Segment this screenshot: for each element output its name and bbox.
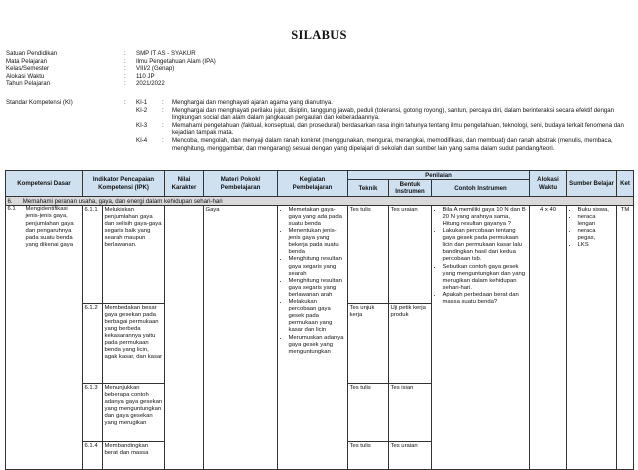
kd-cell: [6, 206, 83, 470]
bentuk-cell: Tes uraian: [389, 206, 432, 304]
kd-num: 6.1: [7, 206, 16, 213]
ki-row: KI-4 : Mencoba, mengolah, dan menyaji dalam ranah konkret (menggunakan, mengurai, merangkai, memodifikasi, dan membuat) dan ranah abstrak (menulis, membaca, menghitung, menggambar, dan mengarang) sesuai dengan yang dipelajari di sekolah dan sumber lain yang sama dalam sudut pandang/teori.: [6, 137, 634, 152]
bentuk-cell: Tes isian: [389, 384, 432, 442]
meta-row: Kelas/Semester : VIII/2 (Genap): [6, 65, 634, 73]
ipk-num: 6.1.4: [83, 442, 103, 470]
meta-row: Alokasi Waktu : 110 JP: [6, 73, 634, 81]
meta-label: Kelas/Semester: [6, 65, 50, 73]
meta-value: 2021/2022: [136, 80, 165, 88]
ki-code: KI-3: [136, 121, 148, 129]
header-contoh: Contoh Instrumen: [432, 180, 530, 197]
sumber-list: [569, 207, 615, 250]
ipk-text: Melukiskan penjumlahan gaya dan selisih gaya-gaya segaris baik yang searah maupun berlawanan.: [103, 206, 165, 304]
list-item: • Apakah perbedaan berat dan massa suatu benda?: [443, 292, 528, 306]
page-title: SILABUS: [291, 28, 347, 42]
alokasi-cell: 4 x 40: [530, 206, 567, 470]
ki-text: Menghargai dan menghayati ajaran agama yang dianutnya.: [172, 99, 333, 106]
materi-cell: Gaya: [204, 206, 278, 470]
ipk-num: 6.1.3: [83, 384, 103, 442]
teknik-cell: Tes tulis: [348, 384, 389, 442]
header-bentuk: Bentuk Instrumen: [389, 180, 432, 197]
syllabus-table: [5, 170, 634, 470]
ipk-num: 6.1.1: [83, 206, 103, 304]
header-alokasi: Alokasi Waktu: [530, 171, 567, 197]
teknik-cell: Tes tulis: [348, 442, 389, 470]
table-row: [6, 206, 634, 304]
meta-value: 110 JP: [136, 72, 155, 80]
bentuk-cell: Tes uraian: [389, 442, 432, 470]
meta-row: Satuan Pendidikan : SMP IT AS - SYAKUR: [6, 50, 634, 58]
kd-text: Mengidentifikasi jenis-jenis gaya, penjumlahan gaya dan pengaruhnya pada suatu benda yang dikenai gaya: [25, 206, 74, 248]
list-item: • Memetakan gaya-gaya yang ada pada suatu benda: [289, 207, 346, 228]
core-competencies: [6, 99, 634, 152]
ipk-text: Menunjukkan beberapa contoh adanya gaya gesekan yang menguntungkan dan gaya gesekan yang merugikan: [103, 384, 165, 442]
ket-cell: TM: [617, 206, 634, 470]
header-ipk: Indikator Pencapaian Kompetensi (IPK): [83, 171, 165, 197]
kegiatan-cell: [278, 206, 348, 470]
list-item: • neraca lengan: [578, 214, 615, 228]
ipk-text: Membedakan besar gaya gesekan pada berbagai permukaan yang berbeda kekasarannya yaitu pada permukaan benda yang licin, agak kasar, dan kasar: [103, 304, 165, 384]
contoh-cell: [432, 206, 530, 470]
kd-group-num: 6.: [7, 197, 13, 205]
meta-value: VIII/2 (Genap): [136, 65, 175, 73]
header-nilai: Nilai Karakter: [165, 171, 204, 197]
meta-value: Ilmu Pengetahuan Alam (IPA): [136, 57, 216, 65]
list-item: • Melakukan percobaan gaya gesek pada permukaan yang kasar dan licin: [289, 299, 346, 334]
list-item: • Sebutkan contoh gaya gesek yang menguntungkan dan yang merugikan dalam kehidupan sehari-hari.: [443, 264, 528, 292]
sumber-cell: [567, 206, 617, 470]
bentuk-cell: Uji petik kerja produk: [389, 304, 432, 384]
kd-group-text: Memahami peranan usaha, gaya, dan energi dalam kehidupan sehari-hari: [22, 197, 223, 205]
list-item: • Bila A memiliki gaya 10 N dan B 20 N yang arahnya sama, Hitung resultan gayanya ?: [443, 207, 528, 228]
list-item: • neraca pegas,: [578, 228, 615, 242]
header-ket: Ket: [617, 171, 634, 197]
meta-label: Alokasi Waktu: [6, 72, 45, 80]
kegiatan-list: [280, 207, 346, 356]
meta-label: Mata Pelajaran: [6, 57, 47, 65]
list-item: • Menentukan jenis-jenis gaya yang bekerja pada suatu benda: [289, 228, 346, 256]
ipk-text: Membandingkan berat dan massa: [103, 442, 165, 470]
ki-row: Standar Kompetensi (KI) : KI-1 : Menghargai dan menghayati ajaran agama yang dianutnya.: [6, 99, 634, 107]
ki-code: KI-2: [136, 106, 148, 114]
kd-group-row: [6, 197, 634, 206]
teknik-cell: Tes tulis: [348, 206, 389, 304]
list-item: • Menghitung resultan gaya segaris yang berlawanan arah: [289, 278, 346, 299]
document-meta: [6, 50, 634, 88]
list-item: • LKS: [578, 242, 615, 249]
list-item: • Buku siswa,: [578, 207, 615, 214]
list-item: • Merumuskan adanya gaya gesek yang menguntungkan: [289, 335, 346, 356]
ki-code: KI-1: [136, 99, 148, 106]
header-teknik: Teknik: [348, 180, 389, 197]
ki-code: KI-4: [136, 136, 148, 144]
teknik-cell: Tes unjuk kerja: [348, 304, 389, 384]
list-item: • Menghitung resultan gaya segaris yang searah: [289, 256, 346, 277]
ki-text: Mencoba, mengolah, dan menyaji dalam ranah konkret (menggunakan, mengurai, merangkai, memodifikasi, dan membuat) dan ranah abstrak (menulis, membaca, menghitung, menggambar, dan mengarang) sesuai dengan yang dipelajari di sekolah dan sumber lain yang sama dalam sudut pandang/teori.: [172, 136, 613, 152]
ki-row: KI-2 : Menghargai dan menghayati perilaku jujur, disiplin, tanggung jawab, peduli (toleransi, gotong royong), santun, percaya diri, dalam berinteraksi secara efektif dengan lingkungan social dan alam dalam jangkauan pergaulan dan keberadaannya.: [6, 107, 634, 122]
ki-text: Menghargai dan menghayati perilaku jujur, disiplin, tanggung jawab, peduli (toleransi, gotong royong), santun, percaya diri, dalam berinteraksi secara efektif dengan lingkungan social dan alam dalam jangkauan pergaulan dan keberadaannya.: [172, 106, 615, 122]
meta-row: Mata Pelajaran : Ilmu Pengetahuan Alam (IPA): [6, 58, 634, 66]
ipk-num: 6.1.2: [83, 304, 103, 384]
header-penilaian: Penilaian: [348, 171, 530, 180]
nilai-cell: [165, 206, 204, 470]
kd-group-cell: [6, 197, 634, 206]
list-item: • Lakukan percobaan tentang gaya gesek pada permukaan licin dan permukaan kasar lalu bandingkan hasil dari kedua percobaan tsb.: [443, 228, 528, 263]
header-sumber: Sumber Belajar: [567, 171, 617, 197]
header-materi: Materi Pokok/ Pembelajaran: [204, 171, 278, 197]
contoh-list: [434, 207, 528, 306]
header-kegiatan: Kegiatan Pembelajaran: [278, 171, 348, 197]
meta-row: Tahun Pelajaran : 2021/2022: [6, 80, 634, 88]
meta-label: Satuan Pendidikan: [6, 50, 58, 57]
ki-text: Memahami pengetahuan (faktual, konseptual, dan prosedural) berdasarkan rasa ingin tahunya tentang ilmu pengetahuan, teknologi, seni, budaya terkait fenomena dan kejadian tampak mata.: [172, 121, 624, 137]
meta-label: Tahun Pelajaran: [6, 80, 51, 88]
meta-value: SMP IT AS - SYAKUR: [136, 50, 196, 57]
header-kd: Kompetensi Dasar: [6, 171, 83, 197]
ki-row: KI-3 : Memahami pengetahuan (faktual, konseptual, dan prosedural) berdasarkan rasa ingin tahunya tentang ilmu pengetahuan, teknologi, seni, budaya terkait fenomena dan kejadian tampak mata.: [6, 122, 634, 137]
ki-label: Standar Kompetensi (KI): [6, 99, 73, 106]
